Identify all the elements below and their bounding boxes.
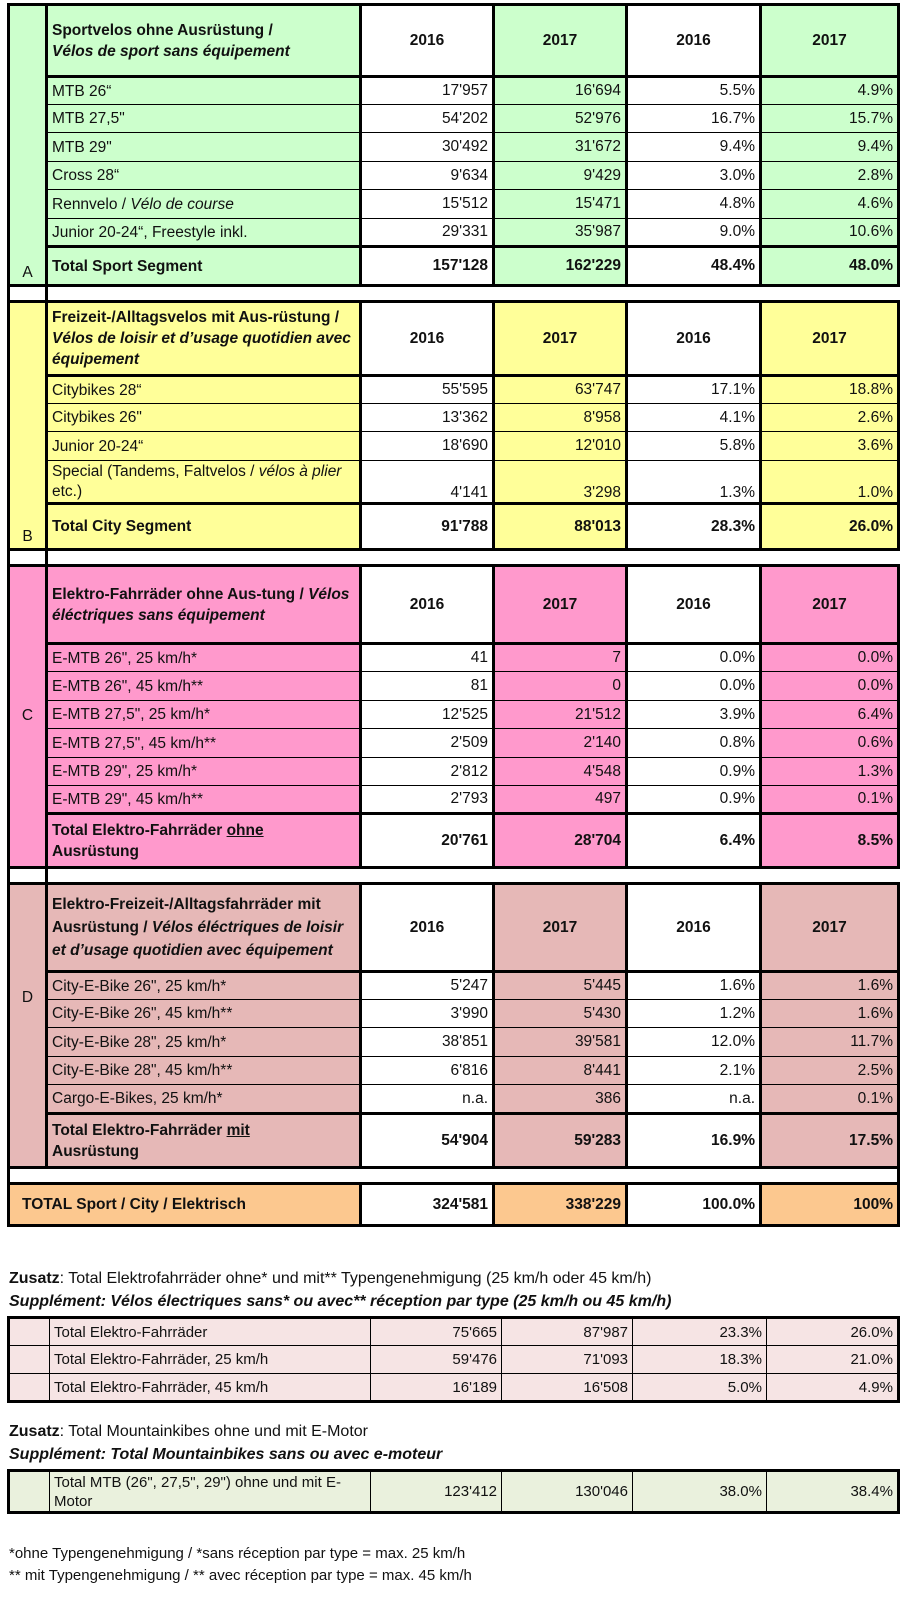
spacer-row bbox=[9, 286, 899, 302]
percent-2016: 4.8% bbox=[627, 190, 761, 219]
percent-2017: 1.6% bbox=[761, 1000, 899, 1028]
blank-cell bbox=[9, 1318, 50, 1346]
row-label: Total Elektro-Fahrräder, 45 km/h bbox=[50, 1374, 371, 1402]
row-label: Total Elektro-Fahrräder, 25 km/h bbox=[50, 1346, 371, 1374]
percent-2017: 18.8% bbox=[761, 376, 899, 404]
percent-2016: 18.3% bbox=[633, 1346, 767, 1374]
spacer-row bbox=[9, 868, 899, 884]
total-label: Total City Segment bbox=[47, 504, 361, 550]
percent-2016: 5.5% bbox=[627, 77, 761, 105]
total-label: Total Elektro-Fahrräder mit Ausrüstung bbox=[47, 1114, 361, 1168]
value-2017: 386 bbox=[494, 1085, 627, 1114]
value-2016: 18'690 bbox=[361, 432, 494, 461]
value-2017: 8'441 bbox=[494, 1057, 627, 1085]
value-2016: 9'634 bbox=[361, 162, 494, 190]
total-2017: 88'013 bbox=[494, 504, 627, 550]
percent-2017: 2.5% bbox=[761, 1057, 899, 1085]
row-label: E-MTB 27,5", 25 km/h* bbox=[47, 701, 361, 729]
row-label: Cargo-E-Bikes, 25 km/h* bbox=[47, 1085, 361, 1114]
row-label: City-E-Bike 28", 25 km/h* bbox=[47, 1028, 361, 1057]
value-2016: 38'851 bbox=[361, 1028, 494, 1057]
percent-2017: 1.0% bbox=[761, 461, 899, 504]
table-row bbox=[9, 972, 899, 1000]
row-label: E-MTB 26", 25 km/h* bbox=[47, 644, 361, 672]
value-2016: 2'509 bbox=[361, 729, 494, 758]
percent-2016: 23.3% bbox=[633, 1318, 767, 1346]
total-row bbox=[9, 504, 899, 550]
table-row bbox=[9, 644, 899, 672]
col-header: 2017 bbox=[761, 566, 899, 644]
percent-2016: 3.0% bbox=[627, 162, 761, 190]
value-2016: 6'816 bbox=[361, 1057, 494, 1085]
percent-2016: 5.0% bbox=[633, 1374, 767, 1402]
percent-2017: 0.0% bbox=[761, 644, 899, 672]
col-header: 2016 bbox=[627, 566, 761, 644]
grand-total-percent-2017: 100% bbox=[761, 1184, 899, 1226]
value-2016: 55'595 bbox=[361, 376, 494, 404]
col-header: 2017 bbox=[761, 884, 899, 972]
row-label: Junior 20-24“ bbox=[47, 432, 361, 461]
row-label: MTB 27,5" bbox=[47, 105, 361, 133]
percent-2016: 9.0% bbox=[627, 219, 761, 247]
percent-2016: 1.2% bbox=[627, 1000, 761, 1028]
col-header: 2017 bbox=[494, 5, 627, 77]
percent-2017: 9.4% bbox=[761, 133, 899, 162]
section-d-title: Elektro-Freizeit-/Alltagsfahrräder mit Ausrüstung / Vélos éléctriques de loisir et d’usage quotidien avec équipement bbox=[47, 884, 361, 972]
row-label: E-MTB 26", 45 km/h** bbox=[47, 672, 361, 701]
segment-letter-d: D bbox=[9, 884, 47, 1168]
total-label: Total Elektro-Fahrräder ohne Ausrüstung bbox=[47, 814, 361, 868]
table-row bbox=[9, 105, 899, 133]
value-2017: 35'987 bbox=[494, 219, 627, 247]
footnote-2: ** mit Typengenehmigung / ** avec réception par type = max. 45 km/h bbox=[9, 1567, 472, 1584]
section-c-title: Elektro-Fahrräder ohne Aus-tung / Vélos éléctriques sans équipement bbox=[47, 566, 361, 644]
section-c-header bbox=[9, 566, 899, 644]
value-2016: 30'492 bbox=[361, 133, 494, 162]
value-2017: 16'508 bbox=[502, 1374, 633, 1402]
value-2017: 7 bbox=[494, 644, 627, 672]
supplement1-table bbox=[7, 1316, 900, 1403]
value-2016: 12'525 bbox=[361, 701, 494, 729]
section-b-title: Freizeit-/Alltagsvelos mit Aus-rüstung / Vélos de loisir et d’usage quotidien avec équipement bbox=[47, 302, 361, 376]
spacer-row bbox=[9, 1168, 899, 1184]
percent-2016: 1.3% bbox=[627, 461, 761, 504]
supplement2-heading-fr: Supplément: Total Mountainbikes sans ou avec e-moteur bbox=[9, 1446, 443, 1463]
percent-2017: 1.6% bbox=[761, 972, 899, 1000]
supplement1-heading-de: Zusatz: Total Elektrofahrräder ohne* und mit** Typengenehmigung (25 km/h oder 45 km/h) bbox=[9, 1270, 652, 1287]
row-label: Citybikes 28“ bbox=[47, 376, 361, 404]
percent-2016: 5.8% bbox=[627, 432, 761, 461]
row-label: E-MTB 27,5", 45 km/h** bbox=[47, 729, 361, 758]
value-2017: 130'046 bbox=[502, 1471, 633, 1513]
value-2017: 21'512 bbox=[494, 701, 627, 729]
table-row bbox=[9, 672, 899, 701]
percent-2016: 0.9% bbox=[627, 758, 761, 786]
percent-2017: 0.0% bbox=[761, 672, 899, 701]
col-header: 2016 bbox=[361, 302, 494, 376]
value-2016: 15'512 bbox=[361, 190, 494, 219]
blank-cell bbox=[9, 1374, 50, 1402]
percent-2017: 3.6% bbox=[761, 432, 899, 461]
col-header: 2017 bbox=[761, 5, 899, 77]
value-2017: 71'093 bbox=[502, 1346, 633, 1374]
table-row bbox=[9, 1028, 899, 1057]
total-percent-2016: 28.3% bbox=[627, 504, 761, 550]
percent-2017: 0.6% bbox=[761, 729, 899, 758]
col-header: 2017 bbox=[494, 884, 627, 972]
table-row bbox=[9, 758, 899, 786]
percent-2017: 38.4% bbox=[767, 1471, 899, 1513]
col-header: 2016 bbox=[627, 5, 761, 77]
total-percent-2016: 16.9% bbox=[627, 1114, 761, 1168]
value-2017: 31'672 bbox=[494, 133, 627, 162]
table-row bbox=[9, 404, 899, 432]
percent-2016: 12.0% bbox=[627, 1028, 761, 1057]
row-label: MTB 29" bbox=[47, 133, 361, 162]
row-label: E-MTB 29", 45 km/h** bbox=[47, 786, 361, 814]
bike-sales-table bbox=[7, 3, 900, 1227]
value-2017: 87'987 bbox=[502, 1318, 633, 1346]
value-2017: 39'581 bbox=[494, 1028, 627, 1057]
table-row bbox=[9, 162, 899, 190]
value-2016: 17'957 bbox=[361, 77, 494, 105]
percent-2016: 0.0% bbox=[627, 644, 761, 672]
value-2017: 497 bbox=[494, 786, 627, 814]
blank-cell bbox=[9, 1471, 50, 1513]
percent-2017: 11.7% bbox=[761, 1028, 899, 1057]
total-percent-2017: 48.0% bbox=[761, 247, 899, 286]
total-percent-2017: 26.0% bbox=[761, 504, 899, 550]
percent-2017: 0.1% bbox=[761, 1085, 899, 1114]
table-row bbox=[9, 1374, 899, 1402]
value-2016: 81 bbox=[361, 672, 494, 701]
table-row bbox=[9, 432, 899, 461]
value-2017: 12'010 bbox=[494, 432, 627, 461]
percent-2017: 4.9% bbox=[767, 1374, 899, 1402]
table-row bbox=[9, 461, 899, 504]
total-percent-2017: 17.5% bbox=[761, 1114, 899, 1168]
percent-2016: 0.9% bbox=[627, 786, 761, 814]
total-2017: 162'229 bbox=[494, 247, 627, 286]
spacer-row bbox=[9, 550, 899, 566]
total-2017: 59'283 bbox=[494, 1114, 627, 1168]
row-label: Special (Tandems, Faltvelos / vélos à plier etc.) bbox=[47, 461, 361, 504]
value-2016: 29'331 bbox=[361, 219, 494, 247]
col-header: 2016 bbox=[627, 302, 761, 376]
value-2016: n.a. bbox=[361, 1085, 494, 1114]
table-row bbox=[9, 219, 899, 247]
value-2017: 4'548 bbox=[494, 758, 627, 786]
table-row bbox=[9, 1085, 899, 1114]
segment-letter-c: C bbox=[9, 566, 47, 868]
percent-2017: 10.6% bbox=[761, 219, 899, 247]
grand-total-2016: 324'581 bbox=[361, 1184, 494, 1226]
total-row bbox=[9, 814, 899, 868]
table-row bbox=[9, 77, 899, 105]
value-2016: 54'202 bbox=[361, 105, 494, 133]
value-2017: 52'976 bbox=[494, 105, 627, 133]
supplement1-heading-fr: Supplément: Vélos électriques sans* ou avec** réception par type (25 km/h ou 45 km/h) bbox=[9, 1293, 672, 1310]
grand-total-label: TOTAL Sport / City / Elektrisch bbox=[9, 1184, 361, 1226]
value-2017: 9'429 bbox=[494, 162, 627, 190]
total-row bbox=[9, 1114, 899, 1168]
row-label: Cross 28“ bbox=[47, 162, 361, 190]
percent-2017: 26.0% bbox=[767, 1318, 899, 1346]
percent-2016: 0.8% bbox=[627, 729, 761, 758]
footnote-1: *ohne Typengenehmigung / *sans réception par type = max. 25 km/h bbox=[9, 1545, 466, 1562]
total-2016: 157'128 bbox=[361, 247, 494, 286]
total-row bbox=[9, 247, 899, 286]
table-row bbox=[9, 701, 899, 729]
percent-2017: 21.0% bbox=[767, 1346, 899, 1374]
value-2016: 123'412 bbox=[371, 1471, 502, 1513]
segment-letter-b: B bbox=[9, 302, 47, 550]
grand-total-2017: 338'229 bbox=[494, 1184, 627, 1226]
row-label: MTB 26“ bbox=[47, 77, 361, 105]
value-2017: 63'747 bbox=[494, 376, 627, 404]
percent-2016: 16.7% bbox=[627, 105, 761, 133]
value-2017: 2'140 bbox=[494, 729, 627, 758]
section-b-header bbox=[9, 302, 899, 376]
percent-2017: 4.9% bbox=[761, 77, 899, 105]
value-2016: 13'362 bbox=[361, 404, 494, 432]
total-2016: 20'761 bbox=[361, 814, 494, 868]
total-label: Total Sport Segment bbox=[47, 247, 361, 286]
table-row bbox=[9, 1057, 899, 1085]
percent-2016: 17.1% bbox=[627, 376, 761, 404]
value-2017: 3'298 bbox=[494, 461, 627, 504]
table-row bbox=[9, 1346, 899, 1374]
percent-2016: 38.0% bbox=[633, 1471, 767, 1513]
section-a-header bbox=[9, 5, 899, 77]
col-header: 2017 bbox=[494, 302, 627, 376]
row-label: Rennvelo / Vélo de course bbox=[47, 190, 361, 219]
blank-cell bbox=[9, 1346, 50, 1374]
percent-2016: 9.4% bbox=[627, 133, 761, 162]
row-label: Total MTB (26", 27,5", 29") ohne und mit E-Motor bbox=[50, 1471, 371, 1513]
value-2016: 2'812 bbox=[361, 758, 494, 786]
section-a-title: Sportvelos ohne Ausrüstung / Vélos de sport sans équipement bbox=[47, 5, 361, 77]
table-row bbox=[9, 190, 899, 219]
grand-total-row bbox=[9, 1184, 899, 1226]
percent-2016: 0.0% bbox=[627, 672, 761, 701]
col-header: 2016 bbox=[361, 566, 494, 644]
total-percent-2016: 48.4% bbox=[627, 247, 761, 286]
row-label: City-E-Bike 26", 45 km/h** bbox=[47, 1000, 361, 1028]
row-label: City-E-Bike 26", 25 km/h* bbox=[47, 972, 361, 1000]
value-2017: 8'958 bbox=[494, 404, 627, 432]
total-2016: 54'904 bbox=[361, 1114, 494, 1168]
percent-2017: 6.4% bbox=[761, 701, 899, 729]
value-2017: 5'430 bbox=[494, 1000, 627, 1028]
col-header: 2017 bbox=[494, 566, 627, 644]
row-label: City-E-Bike 28", 45 km/h** bbox=[47, 1057, 361, 1085]
value-2016: 59'476 bbox=[371, 1346, 502, 1374]
table-row bbox=[9, 1471, 899, 1513]
percent-2016: n.a. bbox=[627, 1085, 761, 1114]
value-2016: 5'247 bbox=[361, 972, 494, 1000]
value-2017: 0 bbox=[494, 672, 627, 701]
percent-2017: 2.8% bbox=[761, 162, 899, 190]
supplement2-heading-de: Zusatz: Total Mountainkibes ohne und mit E-Motor bbox=[9, 1423, 368, 1440]
value-2016: 75'665 bbox=[371, 1318, 502, 1346]
section-d-header bbox=[9, 884, 899, 972]
col-header: 2016 bbox=[627, 884, 761, 972]
percent-2016: 3.9% bbox=[627, 701, 761, 729]
total-2016: 91'788 bbox=[361, 504, 494, 550]
percent-2017: 4.6% bbox=[761, 190, 899, 219]
row-label: Total Elektro-Fahrräder bbox=[50, 1318, 371, 1346]
table-row bbox=[9, 1318, 899, 1346]
total-percent-2016: 6.4% bbox=[627, 814, 761, 868]
col-header: 2016 bbox=[361, 884, 494, 972]
percent-2016: 4.1% bbox=[627, 404, 761, 432]
percent-2017: 2.6% bbox=[761, 404, 899, 432]
row-label: Citybikes 26" bbox=[47, 404, 361, 432]
percent-2017: 1.3% bbox=[761, 758, 899, 786]
value-2017: 16'694 bbox=[494, 77, 627, 105]
percent-2017: 15.7% bbox=[761, 105, 899, 133]
col-header: 2017 bbox=[761, 302, 899, 376]
value-2016: 16'189 bbox=[371, 1374, 502, 1402]
table-row bbox=[9, 786, 899, 814]
value-2016: 4'141 bbox=[361, 461, 494, 504]
percent-2017: 0.1% bbox=[761, 786, 899, 814]
segment-letter-a: A bbox=[9, 5, 47, 286]
percent-2016: 1.6% bbox=[627, 972, 761, 1000]
table-row bbox=[9, 729, 899, 758]
table-row bbox=[9, 376, 899, 404]
value-2017: 5'445 bbox=[494, 972, 627, 1000]
total-percent-2017: 8.5% bbox=[761, 814, 899, 868]
row-label: E-MTB 29", 25 km/h* bbox=[47, 758, 361, 786]
value-2017: 15'471 bbox=[494, 190, 627, 219]
supplement2-table bbox=[7, 1469, 900, 1514]
value-2016: 41 bbox=[361, 644, 494, 672]
value-2016: 2'793 bbox=[361, 786, 494, 814]
total-2017: 28'704 bbox=[494, 814, 627, 868]
value-2016: 3'990 bbox=[361, 1000, 494, 1028]
row-label: Junior 20-24“, Freestyle inkl. bbox=[47, 219, 361, 247]
table-row bbox=[9, 133, 899, 162]
grand-total-percent-2016: 100.0% bbox=[627, 1184, 761, 1226]
table-row bbox=[9, 1000, 899, 1028]
percent-2016: 2.1% bbox=[627, 1057, 761, 1085]
col-header: 2016 bbox=[361, 5, 494, 77]
